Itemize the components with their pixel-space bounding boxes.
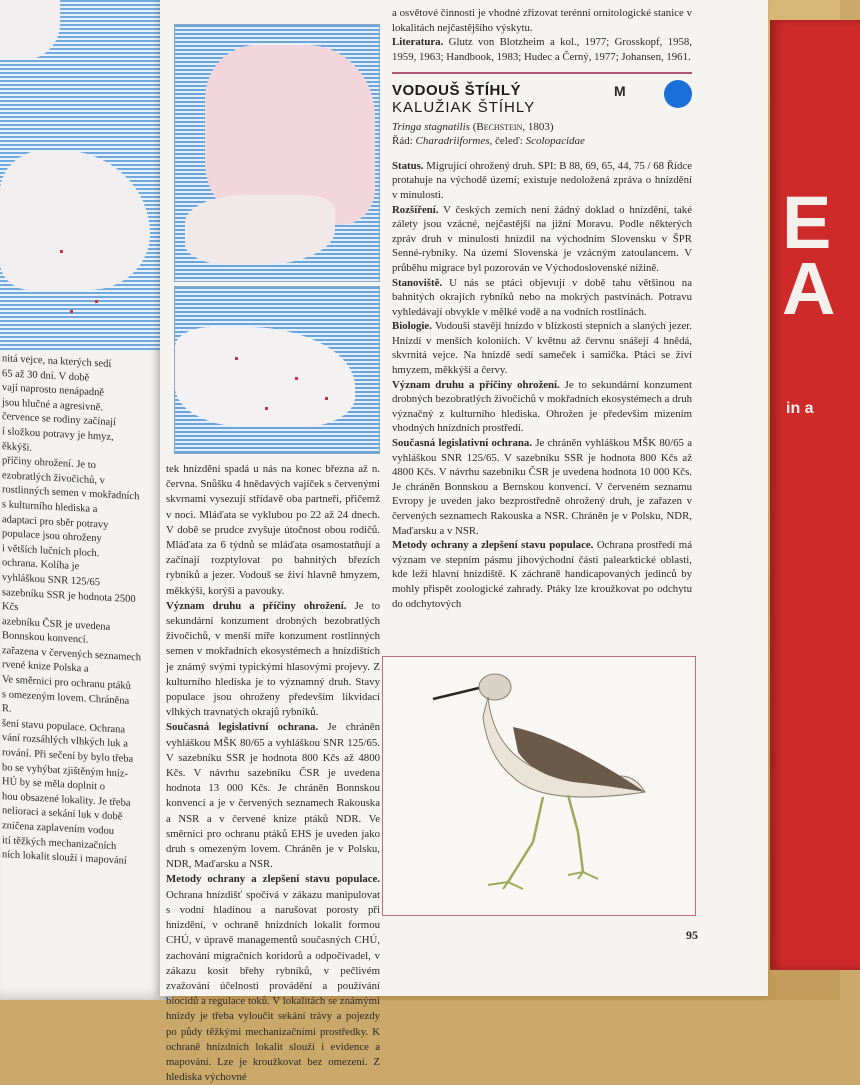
bird-head — [479, 674, 511, 700]
red-book-cover — [770, 20, 860, 970]
left-map-dot — [60, 250, 63, 253]
species-section — [392, 378, 692, 436]
left-map-dot — [95, 300, 98, 303]
latin-name — [392, 120, 692, 135]
section — [166, 720, 380, 872]
species-section — [392, 159, 692, 203]
left-page-line: ochrana. Kolíha je — [2, 557, 80, 573]
left-page-line: adaptaci pro sběr potravy — [2, 513, 109, 531]
left-page-line: šení stavu populace. Ochrana — [2, 718, 126, 736]
section-text: Migrující ohrožený druh. SPI: B 88, 69, 65, 44, 75 / 68 Řídce protahuje na východě území; existuje nedoložená zpráva o hnízdění v minulosti. — [392, 159, 692, 201]
bird-foot — [488, 882, 523, 889]
left-page-line: července se rodiny začínají — [2, 411, 116, 429]
species-section — [392, 436, 692, 538]
section-text: Ochrana prostředí má význam ve stepním pásmu jihovýchodní části palearktické oblasti, kde leží hlavní hnízdiště. K záchraně handicapovaných jedinců by mohly přispět zoologické zahrady. Ptáky lze kroužkovat po odchytu do odchytových — [392, 539, 692, 610]
taxonomy — [392, 134, 692, 149]
left-page-line: nitá vejce, na kterých sedí — [2, 353, 112, 370]
left-page-line: i větších lučních ploch. — [2, 542, 100, 559]
bird-leg — [508, 842, 533, 882]
section-divider — [392, 72, 692, 74]
section-text: Je to sekundární konzument drobných bezobratlých živočichů, v menší míře konzument rostlinných semen v mokřadních ekosystémech a hnízdištích je známý svými typickými hlasovými projevy. Z kulturního hlediska je to významný druh. Stavy populace jsou ohroženy především likvidací vlhkých travnatých okrajů rybníků. — [166, 599, 381, 719]
section-label: Biologie. — [392, 320, 432, 333]
left-page-line: vání rozsáhlých vlhkých luk a — [2, 732, 128, 751]
bird-illustration — [383, 657, 697, 917]
order-label: Řád: — [392, 135, 413, 148]
left-page-line: R. — [2, 703, 12, 715]
species-section — [392, 319, 692, 377]
left-page-map — [0, 0, 172, 350]
section-label: Význam druhu a příčiny ohrožení. — [392, 378, 560, 391]
left-page-line: rování. Při sečení by bylo třeba — [2, 747, 134, 766]
bird-leg — [533, 797, 543, 842]
section-label: Status. — [392, 159, 424, 172]
left-page-line: příčiny ohrožení. Je to — [2, 455, 96, 472]
left-page-line: zařazena v červených seznamech — [2, 645, 142, 664]
left-page-line: zničena zaplavením vodou — [2, 820, 114, 838]
left-page-line: í složkou potravy je hmyz, — [2, 426, 114, 443]
previous-entry-text: a osvětové činnosti je vhodné zřizovat terénní ornitologické stanice v lokalitách nejčastějšího výskytu. — [392, 7, 692, 34]
section — [166, 599, 380, 721]
section-label: Současná legislativní ochrana. — [166, 721, 319, 734]
order-value: Charadriiformes, — [415, 135, 493, 148]
left-page-line: ití těžkých mechanizačních — [2, 834, 117, 852]
left-map-land — [0, 150, 150, 290]
left-page-line: azebníku ČSR je uvedena — [2, 615, 111, 633]
red-book-subtitle: in a — [786, 400, 814, 417]
literature-label: Literatura. — [392, 36, 444, 49]
literature-text: Glutz von Blotzheim a kol., 1977; Grosskopf, 1958, 1959, 1963; Handbook, 1983; Hudec a Černý, 1977; Johansen, 1961. — [392, 36, 692, 63]
left-map-dot — [70, 310, 73, 313]
left-page-line: vyhláškou SNR 125/65 — [2, 572, 101, 589]
bird-beak — [433, 687, 483, 699]
bird-leg — [578, 832, 583, 872]
species-name-slovak: KALUŽIAK ŠTÍHLY — [392, 98, 536, 116]
species-name-czech: VODOUŠ ŠTÍHLÝ — [392, 82, 522, 100]
text-column-right — [392, 0, 692, 611]
distribution-map-europe — [174, 24, 380, 282]
section-text: Vodouši stavějí hnízdo v blízkosti stepních a slaných jezer. Hnízdí v menších koloniích. V květnu až červnu snášejí 4 hnědá, skvrnitá vejce. Na hnízdě sedí sameček i samička. Ptáci se živí hmyzem, měkkýši a červy. — [392, 320, 692, 377]
section-label: Význam druhu a příčiny ohrožení. — [166, 599, 347, 612]
map-land-south — [185, 195, 335, 265]
family-label: čeleď: — [495, 135, 523, 148]
status-letter: M — [614, 83, 626, 100]
species-section — [392, 538, 692, 611]
section-text: Ochrana hnízdišť spočívá v zákazu manipulovat s vodní hladinou a narušovat porosty při hnízdění, v ochraně hnízdních lokalit formou CHÚ, v úpravě managementů současných CHÚ, zachování migračních koridorů a odpočívadel, v zákazu kosit břehy rybníků, v pečlivém zvažování účelnosti provádění a používání biocidů a regulace toků. V lokalitách se známými hnízdy je třeba vyloučit sekání trávy a pojezdy po půdy těžkými mechanizačními prostředky. K ochraně hnízdních lokalit slouží i evidence a mapování. Lze je kroužkovat bez omezení. Z hlediska výchovné — [166, 888, 380, 1084]
map-dot — [325, 397, 328, 400]
paragraph: tek hnízdění spadá u nás na konec března až n. června. Snůšku 4 hnědavých vajíček s červenými skvrnami vysezují střídavě oba partneři, přičemž v noci. Mláďata se vyklubou po 22 až 24 dnech. V době se prudce zvyšuje útočnost obou rodičů. Mláďata za 6 týdnů se mláďata osamostatňují a začínají rozptylovat po bahnitých březích rybníků a jezer. Vodouš se živí hlavně hmyzem, měkkýši, korýši a pavouky. — [166, 463, 380, 597]
literature — [392, 35, 692, 64]
page-number: 95 — [686, 928, 698, 942]
left-page-line: s kulturního hlediska a — [2, 499, 98, 516]
map-dot — [235, 357, 238, 360]
section-text: Je chráněn vyhláškou MŠK 80/65 a vyhláškou SNR 125/65. V sazebníku SSR je hodnota 800 Kčs až 4800 Kčs. V návrhu sazebníku ČSR je uvedena hodnota 10 000 Kčs. Je chráněn Bonnskou a Bernskou konvencí. V červeném seznamu Evropy je uveden jako bezprostředně ohrožený druh, je zařazen v červených seznamech Rakouska a NSR. Chráněn je v Polsku, NDR, Maďarsku a v NSR. — [392, 437, 692, 537]
left-page-line: ezobratlých živočichů, v — [2, 469, 105, 487]
section-text: V českých zemích není žádný doklad o hnízdění, také zálety jsou vzácné, nejčastější na jižní Moravu. Podle některých zpráv druh v minulosti hnízdil na východním Slovensku v ŠPR Senné-rybníky. Na území Slovenska je vzácným zatoulancem. V průběhu migrace byl pozorován ve Východoslovenské nížině. — [392, 203, 692, 274]
left-page-line: populace jsou ohroženy — [2, 528, 102, 545]
map-dot — [295, 377, 298, 380]
species-header — [392, 84, 692, 148]
section-label: Současná legislativní ochrana. — [392, 437, 533, 450]
bird-leg — [568, 795, 578, 832]
species-section — [392, 276, 692, 320]
right-page — [160, 0, 768, 1084]
left-page-line: hou obsazené lokality. Je třeba — [2, 790, 131, 809]
section-text: Je to sekundární konzument drobných bezobratlých živočichů v mokřadních ekosystémech a druh význačný z kulturního hlediska. Ohrožen je především mizením vhodných hnízdních prostředí. — [392, 378, 692, 435]
left-page-line: Ve směrnici pro ochranu ptáků — [2, 674, 131, 692]
species-sections — [392, 159, 692, 611]
left-page-line: 65 až 30 dní. V době — [2, 367, 90, 384]
bird-foot — [568, 872, 598, 879]
map-land-country — [175, 327, 355, 427]
left-page-line: ních lokalit slouží i mapování — [2, 849, 127, 867]
species-section — [392, 203, 692, 276]
left-page-line: rvené knize Polska a — [2, 659, 89, 676]
bird-illustration-frame — [382, 656, 696, 916]
left-page-line: vají naprosto nenápadně — [2, 382, 105, 399]
red-book-title: E A — [782, 181, 836, 330]
section-text: U nás se ptáci objevují v době tahu většinou na bahnitých okrajích rybníků nebo na mokrých pastvinách. Potravu vyhledávají obvykle v mělké vodě a na vodních rostlinách. — [392, 276, 692, 318]
left-page-line: sazebníku SSR je hodnota 2500 Kčs — [2, 586, 136, 614]
left-map-land — [0, 0, 60, 60]
section-label: Metody ochrany a zlepšení stavu populace. — [166, 873, 380, 886]
left-page-line: bo se vyhýbat zjištěným hníz- — [2, 761, 128, 780]
left-page-line: s omezeným lovem. Chráněna — [2, 688, 130, 707]
left-page-text — [0, 352, 150, 871]
left-page-line: ěkkýši. — [2, 440, 33, 454]
family-value: Scolopacidae — [525, 135, 585, 148]
latin-author: (Bechstein, 1803) — [472, 120, 554, 133]
text-column-left — [166, 462, 380, 1085]
section-label: Stanoviště. — [392, 276, 443, 289]
left-page — [0, 0, 172, 1000]
left-page-line: HÚ by se měla doplnit o — [2, 776, 105, 793]
left-page-line: Bonnskou konvencí. — [2, 630, 89, 646]
section-label: Rozšíření. — [392, 203, 439, 216]
left-page-line: jsou hlučné a agresivně. — [2, 396, 103, 414]
distribution-map-czechoslovakia — [174, 286, 380, 454]
latin-binomial: Tringa stagnatilis — [392, 120, 470, 133]
left-page-line: rostlinných semen v mokřadních — [2, 484, 140, 503]
section-label: Metody ochrany a zlepšení stavu populace. — [392, 539, 594, 552]
map-dot — [265, 407, 268, 410]
section — [166, 872, 380, 1085]
left-page-line: nelioraci a sekání luk v době — [2, 805, 123, 823]
section-text: Je chráněn vyhláškou MŠK 80/65 a vyhláškou SNR 125/65. V sazebníku SSR je hodnota 800 Kčs až 4800 Kčs. V návrhu sazebníku ČSR je uvedena hodnota 13 000 Kčs. Je chráněn Bonnskou konvencí a je v červených seznamech Rakouska a NSR a v červené knize ptáků NDR. Ve směrnici pro ochranu ptáků EHS je uveden jako druh s omezeným lovem. Chráněn je v Polsku, NDR, Maďarsku a NSR. — [166, 721, 380, 871]
